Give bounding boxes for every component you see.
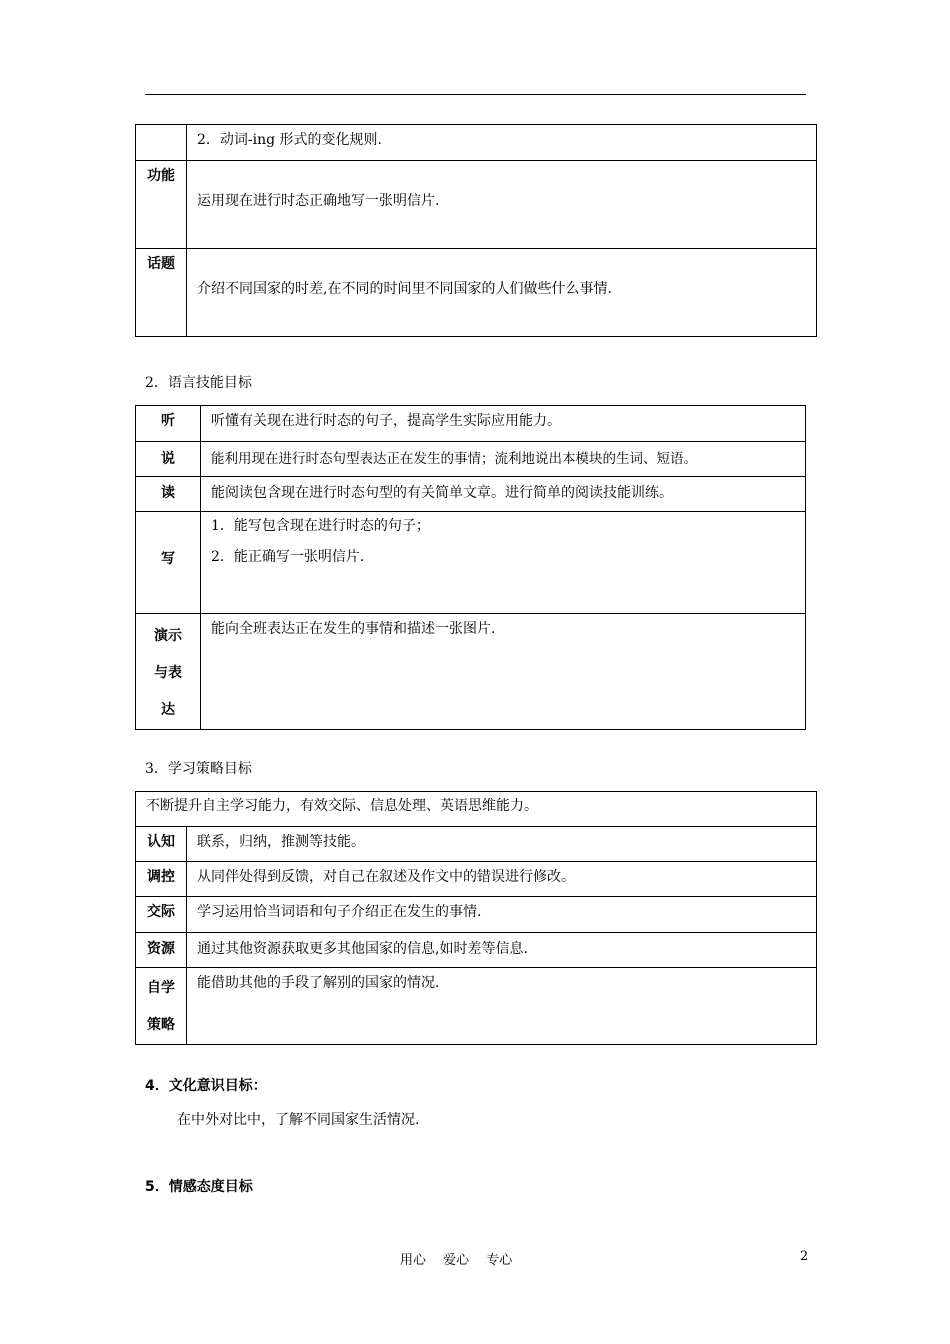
topic-text: 介绍不同国家的时差,在不同的时间里不同国家的人们做些什么事情. bbox=[187, 249, 817, 337]
section-4-heading: 4．文化意识目标： bbox=[145, 1078, 267, 1094]
reading-text: 能阅读包含现在进行时态句型的有关简单文章。进行简单的阅读技能训练。 bbox=[201, 477, 806, 512]
listening-label: 听 bbox=[136, 406, 201, 442]
table-language-skills bbox=[135, 405, 806, 730]
section-3-heading: 3．学习策略目标 bbox=[145, 761, 252, 777]
resources-label: 资源 bbox=[136, 933, 187, 968]
speaking-text: 能利用现在进行时态句型表达正在发生的事情；流利地说出本模块的生词、短语。 bbox=[201, 442, 806, 477]
self-study-label-line-2: 策略 bbox=[147, 1017, 175, 1033]
writing-line-2: 2．能正确写一张明信片. bbox=[211, 549, 365, 565]
section-2-heading: 2．语言技能目标 bbox=[145, 375, 252, 391]
communication-label: 交际 bbox=[136, 897, 187, 933]
cognition-label: 认知 bbox=[136, 827, 187, 862]
section-5-heading: 5．情感态度目标 bbox=[145, 1179, 253, 1195]
self-study-label-line-1: 自学 bbox=[147, 980, 175, 996]
writing-line-1: 1．能写包含现在进行时态的句子； bbox=[211, 518, 430, 534]
presentation-label-line-2: 与表 bbox=[154, 665, 182, 681]
regulation-label: 调控 bbox=[136, 862, 187, 897]
table-function-topic bbox=[135, 124, 817, 337]
cognition-text: 联系，归纳，推测等技能。 bbox=[187, 827, 817, 862]
regulation-text: 从同伴处得到反馈，对自己在叙述及作文中的错误进行修改。 bbox=[187, 862, 817, 897]
function-text: 运用现在进行时态正确地写一张明信片. bbox=[187, 161, 817, 249]
table-learning-strategies bbox=[135, 791, 817, 1045]
header-rule bbox=[145, 94, 806, 95]
communication-text: 学习运用恰当词语和句子介绍正在发生的事情. bbox=[187, 897, 817, 933]
speaking-label: 说 bbox=[136, 442, 201, 477]
writing-label: 写 bbox=[136, 512, 201, 614]
self-study-label bbox=[136, 968, 187, 1045]
listening-text: 听懂有关现在进行时态的句子，提高学生实际应用能力。 bbox=[201, 406, 806, 442]
topic-label: 话题 bbox=[136, 249, 187, 337]
resources-text: 通过其他资源获取更多其他国家的信息,如时差等信息. bbox=[187, 933, 817, 968]
presentation-label-line-1: 演示 bbox=[154, 628, 182, 644]
presentation-text: 能向全班表达正在发生的事情和描述一张图片. bbox=[201, 614, 806, 730]
section-4-text: 在中外对比中，了解不同国家生活情况. bbox=[177, 1112, 420, 1128]
strategies-intro: 不断提升自主学习能力，有效交际、信息处理、英语思维能力。 bbox=[136, 792, 817, 827]
function-label: 功能 bbox=[136, 161, 187, 249]
grammar-rule-text: 2．动词-ing 形式的变化规则. bbox=[187, 125, 817, 161]
empty-label-cell bbox=[136, 125, 187, 161]
self-study-text: 能借助其他的手段了解别的国家的情况. bbox=[187, 968, 817, 1045]
page-number: 2 bbox=[800, 1249, 809, 1264]
reading-label: 读 bbox=[136, 477, 201, 512]
footer-motto: 用心 爱心 专心 bbox=[400, 1253, 513, 1268]
presentation-label-line-3: 达 bbox=[161, 702, 175, 718]
writing-cell bbox=[201, 512, 806, 614]
presentation-label bbox=[136, 614, 201, 730]
